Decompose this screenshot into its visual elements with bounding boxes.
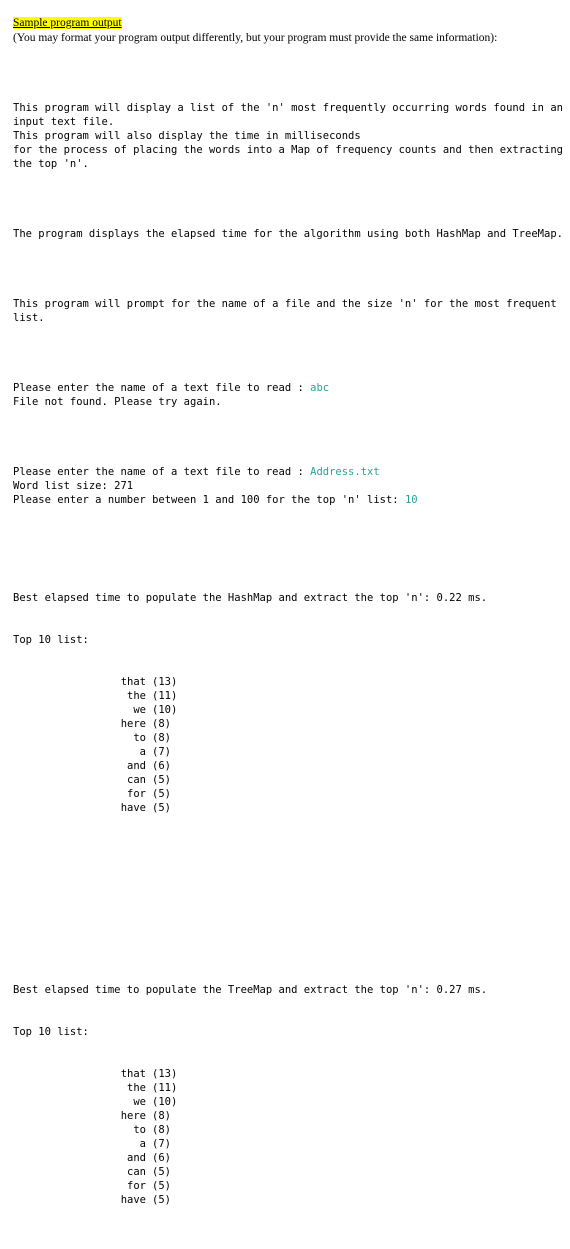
top-n-prompt-text: Please enter a number between 1 and 100 for the top 'n' list: (13, 494, 405, 506)
intro-line-1: This program will display a list of the 'n' most frequently occurring words found in an input text file. (13, 102, 570, 128)
list-item-count: (13) (152, 676, 178, 688)
list-item-word: the (127, 1082, 146, 1094)
list-item-word: have (120, 802, 146, 814)
list-item-word: to (133, 732, 146, 744)
top-n-prompt-line (13, 493, 565, 507)
hashmap-section (13, 563, 565, 843)
attempt-1 (13, 381, 565, 409)
list-item-word: we (133, 704, 146, 716)
intro-line-3: for the process of placing the words into a Map of frequency counts and then extracting the top 'n'. (13, 144, 570, 170)
list-item-word: to (133, 1124, 146, 1136)
file-prompt-line-1 (13, 381, 565, 395)
list-item-word: for (127, 1180, 146, 1192)
list-item-word: here (120, 1110, 146, 1122)
list-item-count: (5) (152, 774, 171, 786)
list-item-word: that (120, 1068, 146, 1080)
file-prompt-text: Please enter the name of a text file to read : (13, 466, 311, 478)
list-item-word: and (127, 1152, 146, 1164)
list-item-word: the (127, 690, 146, 702)
list-item-count: (5) (152, 802, 171, 814)
hashmap-elapsed: Best elapsed time to populate the HashMap and extract the top 'n': 0.22 ms. (13, 592, 488, 604)
list-item-word: that (120, 676, 146, 688)
treemap-section (13, 955, 565, 1235)
list-item-count: (5) (152, 1180, 171, 1192)
treemap-list-title: Top 10 list: (13, 1026, 89, 1038)
intro-algorithm: The program displays the elapsed time for the algorithm using both HashMap and TreeMap. (13, 228, 563, 240)
list-item-count: (13) (152, 1068, 178, 1080)
intro-block (13, 101, 570, 171)
list-item-count: (6) (152, 1152, 171, 1164)
program-output (13, 73, 570, 1249)
list-item-word: a (139, 1138, 146, 1150)
list-item-count: (5) (152, 788, 171, 800)
list-item-word: can (127, 774, 146, 786)
file-input-1: abc (310, 382, 330, 394)
file-not-found-message: File not found. Please try again. (13, 396, 222, 408)
list-item-count: (10) (152, 1096, 178, 1108)
list-item-count: (8) (152, 1124, 171, 1136)
list-item-word: we (133, 1096, 146, 1108)
list-item-count: (7) (152, 746, 171, 758)
list-item-count: (5) (152, 1194, 171, 1206)
list-item-count: (8) (152, 732, 171, 744)
list-item-count: (5) (152, 1166, 171, 1178)
list-item-count: (6) (152, 760, 171, 772)
list-item-count: (11) (152, 690, 178, 702)
list-item-word: and (127, 760, 146, 772)
list-item-word: here (120, 718, 146, 730)
file-input-2: Address.txt (310, 466, 380, 478)
hashmap-list-title: Top 10 list: (13, 634, 89, 646)
sample-output-title: Sample program output (13, 17, 122, 29)
list-item-word: a (139, 746, 146, 758)
list-item-count: (10) (152, 704, 178, 716)
hashmap-top-list (118, 675, 565, 815)
treemap-top-list (118, 1067, 565, 1207)
list-item-word: can (127, 1166, 146, 1178)
attempt-2 (13, 465, 565, 507)
file-prompt-text: Please enter the name of a text file to read : (13, 382, 311, 394)
list-item-count: (11) (152, 1082, 178, 1094)
list-item-word: have (120, 1194, 146, 1206)
document-header (13, 16, 497, 46)
file-prompt-line-2 (13, 465, 565, 479)
format-note: (You may format your program output differently, but your program must provide the same information): (13, 32, 498, 44)
treemap-elapsed: Best elapsed time to populate the TreeMap and extract the top 'n': 0.27 ms. (13, 984, 488, 996)
intro-line-2: This program will also display the time in milliseconds (13, 130, 361, 142)
top-n-input: 10 (404, 494, 418, 506)
intro-prompt: This program will prompt for the name of a file and the size 'n' for the most frequent list. (13, 298, 563, 324)
list-item-count: (8) (152, 718, 171, 730)
list-item-word: for (127, 788, 146, 800)
list-item-count: (7) (152, 1138, 171, 1150)
list-item-count: (8) (152, 1110, 171, 1122)
word-list-size: Word list size: 271 (13, 480, 134, 492)
